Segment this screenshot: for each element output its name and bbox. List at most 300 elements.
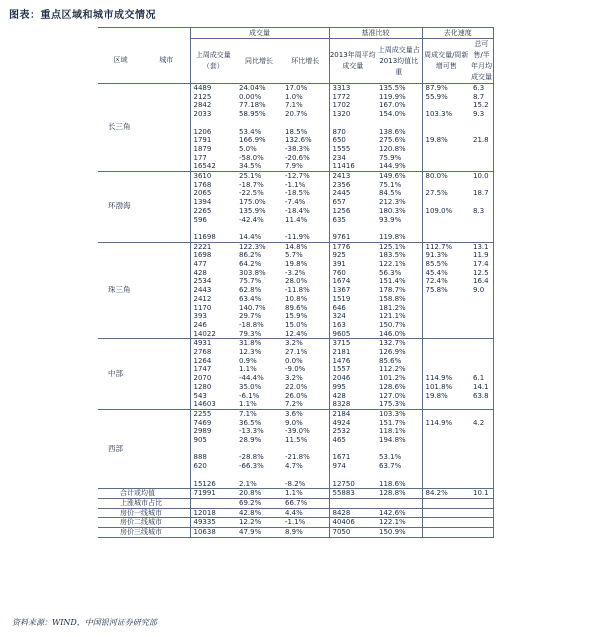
cell-weekly-volume: 2221	[190, 242, 236, 251]
summary-row	[98, 518, 494, 528]
cell-weekly-volume: 393	[190, 312, 236, 321]
cell-weekly-volume: 2033	[190, 110, 236, 119]
summary-label: 房价三线城市	[98, 528, 190, 538]
cell-yoy: 62.8%	[239, 286, 262, 295]
cell-weekly-volume: 1698	[190, 251, 236, 260]
cell-city	[143, 154, 190, 163]
cell-yoy: 36.5%	[239, 418, 262, 427]
cell-avg-2013: 635	[329, 216, 376, 225]
summary-yoy: 47.9%	[236, 528, 282, 538]
cell-mom: -21.8%	[285, 453, 310, 462]
header-vs-2013: 上周成交量占2013均值比重	[376, 39, 422, 84]
subtotal-mom: -8.2%	[282, 480, 329, 489]
cell-avg-2013: 650	[329, 136, 376, 145]
cell-avg-2013: 657	[329, 198, 376, 207]
cell-weekly-volume: 7469	[190, 419, 236, 428]
header-mom: 环比增长	[282, 39, 329, 84]
cell-city	[143, 119, 190, 128]
subtotal-city	[143, 330, 190, 339]
cell-avg-2013: 465	[329, 436, 376, 445]
subtotal-weekly-volume: 11698	[190, 233, 236, 242]
cell-mom	[282, 471, 329, 480]
summary-avg-2013	[329, 498, 376, 508]
cell-week-ratio: 91.3%	[422, 251, 470, 260]
cell-weekly-volume: 2125	[190, 93, 236, 102]
subtotal-mom: 7.2%	[282, 400, 329, 409]
cell-vs-2013	[376, 471, 422, 480]
cell-mom: 3.2%	[285, 374, 303, 383]
cell-week-ratio	[422, 348, 470, 357]
cell-avg-2013: 1256	[329, 207, 376, 216]
cell-city	[143, 189, 190, 198]
cell-vs-2013: 126.9%	[379, 348, 406, 357]
cell-inventory-months: 6.3	[470, 84, 493, 93]
summary-week-ratio	[422, 508, 470, 518]
table-row	[98, 198, 494, 207]
cell-vs-2013: 118.1%	[379, 427, 406, 436]
summary-vs-2013: 122.1%	[376, 518, 422, 528]
cell-weekly-volume: 2842	[190, 101, 236, 110]
cell-avg-2013	[329, 445, 376, 454]
cell-city	[143, 242, 190, 251]
cell-week-ratio: 19.8%	[422, 136, 470, 145]
cell-city	[143, 348, 190, 357]
cell-inventory-months	[470, 128, 493, 137]
table-row	[98, 312, 494, 321]
cell-weekly-volume: 2768	[190, 348, 236, 357]
region-label: 珠三角	[98, 242, 143, 339]
cell-vs-2013: 158.8%	[379, 294, 406, 303]
cell-inventory-months	[470, 348, 493, 357]
subtotal-week-ratio	[422, 330, 470, 339]
cell-weekly-volume: 2065	[190, 189, 236, 198]
table-row	[98, 145, 494, 154]
cell-yoy: -66.3%	[239, 462, 264, 471]
cell-mom: 4.7%	[285, 462, 303, 471]
summary-yoy: 69.2%	[236, 498, 282, 508]
cell-weekly-volume: 2989	[190, 427, 236, 436]
cell-inventory-months: 14.1	[470, 383, 493, 392]
cell-city	[143, 84, 190, 93]
subtotal-vs-2013: 175.3%	[376, 400, 422, 409]
cell-city	[143, 462, 190, 471]
cell-city	[143, 93, 190, 102]
cell-yoy: 135.9%	[239, 206, 266, 215]
cell-avg-2013: 2356	[329, 181, 376, 190]
cell-week-ratio	[422, 154, 470, 163]
cell-mom: 5.7%	[285, 251, 303, 260]
cell-week-ratio	[422, 145, 470, 154]
cell-inventory-months	[470, 198, 493, 207]
cell-yoy: 28.9%	[239, 436, 262, 445]
cell-vs-2013: 120.8%	[379, 144, 406, 153]
subtotal-vs-2013: 146.0%	[376, 330, 422, 339]
summary-mom: 4.4%	[282, 508, 329, 518]
cell-avg-2013: 2445	[329, 189, 376, 198]
cell-vs-2013: 132.7%	[379, 339, 406, 348]
cell-yoy: 0.00%	[239, 92, 262, 101]
subtotal-weekly-volume: 15126	[190, 480, 236, 489]
cell-inventory-months	[470, 145, 493, 154]
cell-avg-2013: 1557	[329, 365, 376, 374]
cell-inventory-months: 17.4	[470, 260, 493, 269]
cell-vs-2013: 75.9%	[379, 153, 402, 162]
subtotal-yoy: 14.4%	[236, 233, 282, 242]
cell-week-ratio	[422, 181, 470, 190]
region-label: 长三角	[98, 84, 143, 172]
data-source-note: 资料来源：WIND，中国银河证券研究部	[12, 618, 157, 627]
cell-weekly-volume: 543	[190, 392, 236, 401]
subtotal-city	[143, 233, 190, 242]
summary-week-ratio: 84.2%	[422, 489, 470, 499]
table-row	[98, 427, 494, 436]
cell-avg-2013: 1772	[329, 93, 376, 102]
cell-week-ratio: 19.8%	[422, 392, 470, 401]
cell-city	[143, 436, 190, 445]
cell-weekly-volume: 596	[190, 216, 236, 225]
cell-city	[143, 286, 190, 295]
subtotal-vs-2013: 144.9%	[376, 162, 422, 171]
cell-mom: 14.8%	[285, 242, 308, 251]
cell-weekly-volume: 2255	[190, 409, 236, 418]
cell-yoy: 64.2%	[239, 260, 262, 269]
cell-week-ratio	[422, 101, 470, 110]
cell-avg-2013: 324	[329, 312, 376, 321]
cell-weekly-volume: 1747	[190, 365, 236, 374]
cell-city	[143, 304, 190, 313]
cell-avg-2013: 234	[329, 154, 376, 163]
cell-avg-2013: 2184	[329, 409, 376, 418]
subtotal-mom: -11.9%	[282, 233, 329, 242]
cell-vs-2013: 128.6%	[379, 382, 406, 391]
subtotal-yoy: 2.1%	[236, 480, 282, 489]
summary-weekly-volume: 49335	[190, 518, 236, 528]
cell-week-ratio: 87.9%	[422, 84, 470, 93]
cell-yoy: 5.0%	[239, 144, 257, 153]
cell-vs-2013: 275.6%	[379, 136, 406, 145]
cell-city	[143, 339, 190, 348]
subtotal-row	[98, 233, 494, 242]
summary-avg-2013: 8428	[329, 508, 376, 518]
subtotal-week-ratio	[422, 233, 470, 242]
cell-inventory-months	[470, 216, 493, 225]
cell-mom: 3.2%	[285, 339, 303, 348]
cell-city	[143, 110, 190, 119]
summary-weekly-volume	[190, 498, 236, 508]
cell-avg-2013: 1674	[329, 277, 376, 286]
cell-vs-2013: 63.7%	[379, 462, 402, 471]
cell-mom: 20.7%	[285, 110, 308, 119]
cell-city	[143, 269, 190, 278]
subtotal-row	[98, 162, 494, 171]
cell-vs-2013: 183.5%	[379, 251, 406, 260]
cell-avg-2013: 428	[329, 392, 376, 401]
cell-city	[143, 312, 190, 321]
cell-city	[143, 357, 190, 366]
table-row	[98, 286, 494, 295]
cell-inventory-months: 8.7	[470, 93, 493, 102]
cell-avg-2013: 1671	[329, 453, 376, 462]
table-row	[98, 436, 494, 445]
header-spacer	[98, 28, 143, 39]
subtotal-mom: 7.9%	[282, 162, 329, 171]
cell-inventory-months: 4.2	[470, 419, 493, 428]
subtotal-week-ratio	[422, 400, 470, 409]
summary-weekly-volume: 10638	[190, 528, 236, 538]
cell-inventory-months	[470, 409, 493, 418]
cell-vs-2013: 56.3%	[379, 268, 402, 277]
cell-weekly-volume: 2265	[190, 207, 236, 216]
cell-week-ratio	[422, 304, 470, 313]
cell-inventory-months	[470, 445, 493, 454]
cell-yoy: -6.1%	[239, 391, 260, 400]
cell-weekly-volume	[190, 445, 236, 454]
cell-week-ratio	[422, 119, 470, 128]
cell-week-ratio: 101.8%	[422, 383, 470, 392]
cell-avg-2013: 1555	[329, 145, 376, 154]
cell-vs-2013: 151.7%	[379, 418, 406, 427]
subtotal-inventory-months	[470, 480, 493, 489]
header-2013-average: 2013年周平均成交量	[329, 39, 376, 84]
cell-city	[143, 207, 190, 216]
group-header-volume: 成交量	[190, 28, 329, 39]
header-city: 城市	[143, 39, 190, 84]
header-yoy: 同比增长	[236, 39, 282, 84]
cell-mom: 11.4%	[285, 215, 308, 224]
summary-vs-2013	[376, 498, 422, 508]
cell-avg-2013: 4924	[329, 419, 376, 428]
table-row	[98, 277, 494, 286]
cell-mom: 9.0%	[285, 418, 303, 427]
cell-weekly-volume: 1280	[190, 383, 236, 392]
cell-mom: -3.2%	[285, 268, 306, 277]
summary-row	[98, 489, 494, 499]
cell-yoy: -13.3%	[239, 427, 264, 436]
cell-vs-2013: 125.1%	[379, 242, 406, 251]
group-header-destock: 去化速度	[422, 28, 493, 39]
table-row	[98, 172, 494, 181]
cell-yoy: 7.1%	[239, 409, 257, 418]
subtotal-weekly-volume: 14022	[190, 330, 236, 339]
cell-week-ratio	[422, 365, 470, 374]
cell-week-ratio	[422, 445, 470, 454]
summary-inventory-months: 10.1	[470, 489, 493, 499]
subtotal-yoy: 34.5%	[236, 162, 282, 171]
subtotal-inventory-months	[470, 162, 493, 171]
cell-weekly-volume: 4489	[190, 84, 236, 93]
cell-vs-2013: 127.0%	[379, 391, 406, 400]
cell-avg-2013: 1776	[329, 242, 376, 251]
table-row	[98, 136, 494, 145]
cell-yoy: 63.4%	[239, 294, 262, 303]
cell-inventory-months: 9.3	[470, 110, 493, 119]
subtotal-inventory-months	[470, 330, 493, 339]
table-row	[98, 189, 494, 198]
cell-yoy: 75.7%	[239, 277, 262, 286]
summary-label: 上涨城市占比	[98, 498, 190, 508]
cell-week-ratio	[422, 453, 470, 462]
summary-week-ratio	[422, 518, 470, 528]
cell-yoy	[236, 445, 282, 454]
table-row	[98, 93, 494, 102]
cell-vs-2013: 178.7%	[379, 286, 406, 295]
cell-inventory-months: 6.1	[470, 374, 493, 383]
cell-city	[143, 251, 190, 260]
summary-mom: 1.1%	[282, 489, 329, 499]
cell-avg-2013: 2181	[329, 348, 376, 357]
table-row	[98, 392, 494, 401]
cell-mom: 27.1%	[285, 348, 308, 357]
subtotal-city	[143, 162, 190, 171]
cell-inventory-months	[470, 453, 493, 462]
header-region: 区域	[98, 39, 143, 84]
group-header-baseline: 基准比较	[329, 28, 422, 39]
table-row	[98, 128, 494, 137]
cell-weekly-volume: 620	[190, 462, 236, 471]
cell-mom: 0.0%	[285, 356, 303, 365]
cell-week-ratio	[422, 312, 470, 321]
cell-city	[143, 136, 190, 145]
cell-vs-2013	[376, 224, 422, 233]
cell-weekly-volume: 1206	[190, 128, 236, 137]
cell-mom: 15.0%	[285, 320, 308, 329]
cell-yoy: 1.1%	[239, 365, 257, 374]
cell-yoy: -18.7%	[239, 180, 264, 189]
subtotal-city	[143, 400, 190, 409]
cell-week-ratio	[422, 224, 470, 233]
cell-weekly-volume: 1879	[190, 145, 236, 154]
cell-vs-2013: 112.2%	[379, 365, 406, 374]
cell-avg-2013	[329, 471, 376, 480]
cell-vs-2013: 75.1%	[379, 180, 402, 189]
subtotal-avg-2013: 9761	[329, 233, 376, 242]
cell-week-ratio: 27.5%	[422, 189, 470, 198]
cell-yoy: 29.7%	[239, 312, 262, 321]
subtotal-mom: 12.4%	[282, 330, 329, 339]
cell-weekly-volume: 2070	[190, 374, 236, 383]
cell-city	[143, 172, 190, 181]
summary-inventory-months	[470, 518, 493, 528]
cell-yoy: 24.04%	[239, 84, 266, 92]
summary-row	[98, 498, 494, 508]
cell-vs-2013: 194.8%	[379, 436, 406, 445]
cell-city	[143, 321, 190, 330]
table-row	[98, 224, 494, 233]
cell-mom: 132.6%	[285, 136, 312, 145]
table-row	[98, 419, 494, 428]
summary-label: 合计或均值	[98, 489, 190, 499]
summary-avg-2013: 7050	[329, 528, 376, 538]
cell-inventory-months: 9.0	[470, 286, 493, 295]
cell-inventory-months	[470, 436, 493, 445]
region-label: 西部	[98, 409, 143, 488]
table-row	[98, 110, 494, 119]
subtotal-row	[98, 330, 494, 339]
summary-label: 房价一线城市	[98, 508, 190, 518]
subtotal-vs-2013: 119.8%	[376, 233, 422, 242]
cell-mom: 10.8%	[285, 294, 308, 303]
header-inventory-months: 总可售/半年月均成交量	[470, 39, 493, 84]
cell-mom: 26.0%	[285, 391, 308, 400]
summary-mom: -1.1%	[282, 518, 329, 528]
cell-inventory-months	[470, 321, 493, 330]
cell-yoy: -44.4%	[239, 374, 264, 383]
cell-city	[143, 392, 190, 401]
cell-yoy: -22.5%	[239, 189, 264, 198]
summary-yoy: 20.8%	[236, 489, 282, 499]
summary-inventory-months	[470, 528, 493, 538]
cell-inventory-months	[470, 365, 493, 374]
cell-inventory-months	[470, 357, 493, 366]
cell-week-ratio: 72.4%	[422, 277, 470, 286]
region-label: 环渤海	[98, 172, 143, 243]
cell-inventory-months: 63.8	[470, 392, 493, 401]
cell-vs-2013: 85.6%	[379, 356, 402, 365]
cell-avg-2013: 1367	[329, 286, 376, 295]
cell-week-ratio: 109.0%	[422, 207, 470, 216]
cell-mom: -20.6%	[285, 153, 310, 162]
cell-mom: 11.5%	[285, 436, 308, 445]
summary-mom: 8.9%	[282, 528, 329, 538]
table-row	[98, 181, 494, 190]
header-week-ratio: 周成交量/周新增可售	[422, 39, 470, 84]
cell-avg-2013: 1519	[329, 295, 376, 304]
cell-avg-2013: 163	[329, 321, 376, 330]
cell-inventory-months	[470, 471, 493, 480]
cell-weekly-volume: 888	[190, 453, 236, 462]
cell-city	[143, 216, 190, 225]
table-row	[98, 260, 494, 269]
table-row	[98, 374, 494, 383]
cell-weekly-volume: 1791	[190, 136, 236, 145]
cell-week-ratio	[422, 471, 470, 480]
subtotal-inventory-months	[470, 400, 493, 409]
cell-city	[143, 101, 190, 110]
header-weekly-volume: 上周成交量（套）	[190, 39, 236, 84]
cell-avg-2013	[329, 119, 376, 128]
cell-vs-2013: 149.6%	[379, 172, 406, 181]
cell-avg-2013: 2413	[329, 172, 376, 181]
cell-vs-2013: 103.3%	[379, 409, 406, 418]
summary-row	[98, 508, 494, 518]
cell-week-ratio	[422, 339, 470, 348]
cell-week-ratio	[422, 462, 470, 471]
cell-inventory-months: 11.9	[470, 251, 493, 260]
subtotal-week-ratio	[422, 480, 470, 489]
subtotal-avg-2013: 8328	[329, 400, 376, 409]
summary-vs-2013: 150.9%	[376, 528, 422, 538]
subtotal-row	[98, 400, 494, 409]
table-row	[98, 119, 494, 128]
summary-yoy: 12.2%	[236, 518, 282, 528]
cell-vs-2013: 135.5%	[379, 84, 406, 92]
cell-weekly-volume: 1394	[190, 198, 236, 207]
cell-city	[143, 471, 190, 480]
cell-weekly-volume: 2412	[190, 295, 236, 304]
cell-vs-2013: 84.5%	[379, 189, 402, 198]
summary-week-ratio	[422, 528, 470, 538]
cell-vs-2013: 119.9%	[379, 92, 406, 101]
cell-week-ratio: 55.9%	[422, 93, 470, 102]
cell-city	[143, 427, 190, 436]
table-row	[98, 242, 494, 251]
cell-inventory-months: 18.7	[470, 189, 493, 198]
table-row	[98, 348, 494, 357]
table-row	[98, 339, 494, 348]
table-title: 图表：重点区域和城市成交情况	[9, 10, 156, 21]
subtotal-weekly-volume: 16542	[190, 162, 236, 171]
cell-yoy: 140.7%	[239, 303, 266, 312]
